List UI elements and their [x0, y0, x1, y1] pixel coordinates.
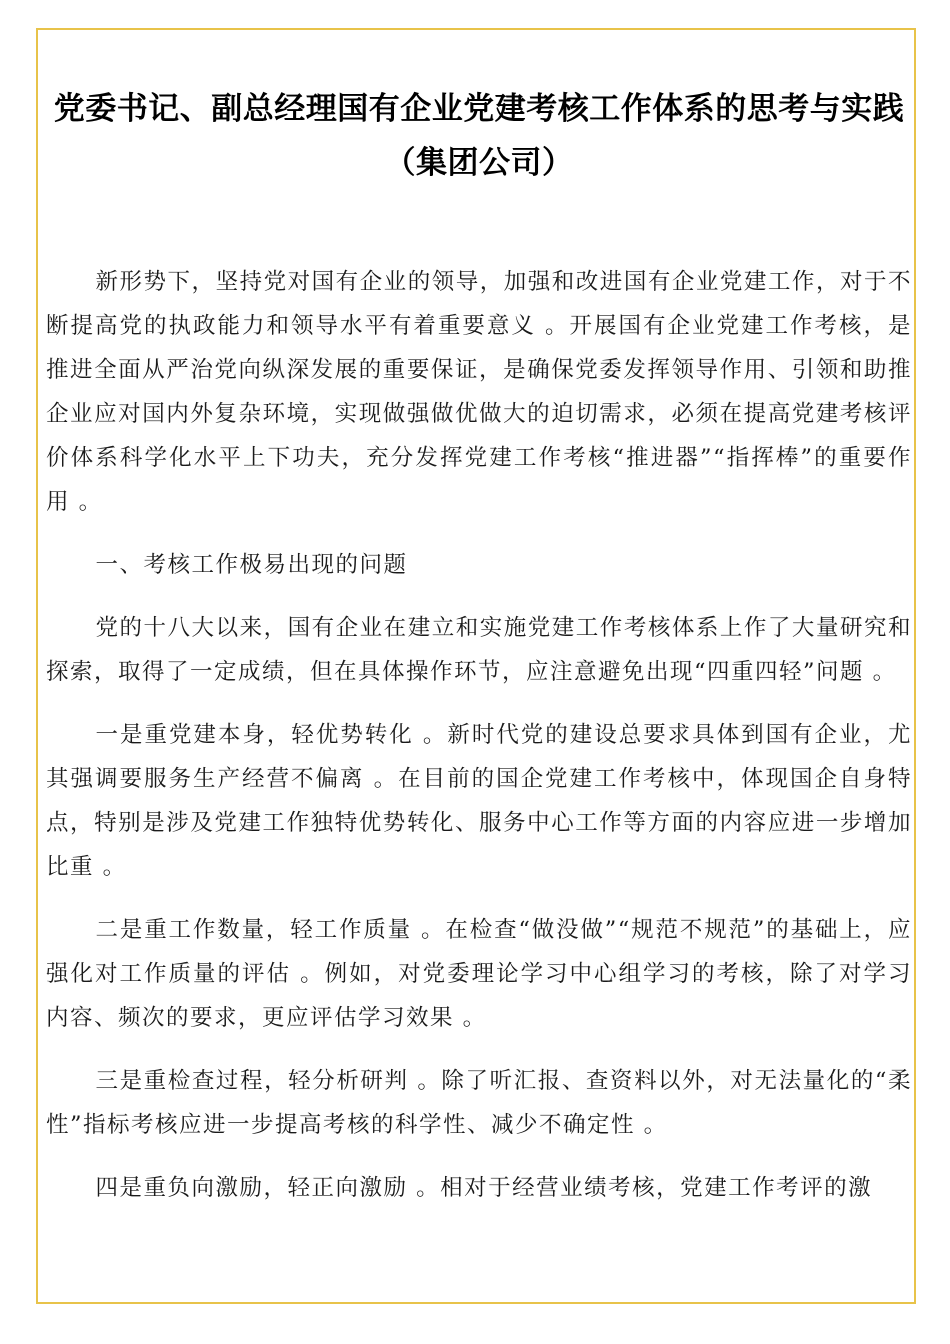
paragraph-point-4: 四是重负向激励，轻正向激励 。相对于经营业绩考核，党建工作考评的激	[95, 1175, 873, 1201]
paragraph-point-3: 三是重检查过程，轻分析研判 。除了听汇报、查资料以外，对无法量化的“柔性”指标考核应进一步提高考核的科学性、减少不确定性 。	[46, 1068, 912, 1138]
section-heading-1: 一、考核工作极易出现的问题	[95, 552, 408, 578]
document-title: 党委书记、副总经理国有企业党建考核工作体系的思考与实践（集团公司）	[53, 91, 905, 181]
paragraph-point-1: 一是重党建本身，轻优势转化 。新时代党的建设总要求具体到国有企业，尤其强调要服务生产经营不偏离 。在目前的国企党建工作考核中，体现国企自身特点，特别是涉及党建工作独特优势转化、服务中心工作等方面的内容应进一步增加比重 。	[46, 722, 912, 880]
paragraph-section-intro: 党的十八大以来，国有企业在建立和实施党建工作考核体系上作了大量研究和探索，取得了一定成绩，但在具体操作环节，应注意避免出现“四重四轻”问题 。	[46, 615, 912, 685]
paragraph-point-2: 二是重工作数量，轻工作质量 。在检查“做没做”“规范不规范”的基础上，应强化对工作质量的评估 。例如，对党委理论学习中心组学习的考核，除了对学习内容、频次的要求，更应评估学习效果 。	[46, 917, 912, 1031]
paragraph-intro: 新形势下，坚持党对国有企业的领导，加强和改进国有企业党建工作，对于不断提高党的执政能力和领导水平有着重要意义 。开展国有企业党建工作考核，是推进全面从严治党向纵深发展的重要保证，是确保党委发挥领导作用、引领和助推企业应对国内外复杂环境，实现做强做优做大的迫切需求，必须在提高党建考核评价体系科学化水平上下功夫，充分发挥党建工作考核“推进器”“指挥棒”的重要作用 。	[46, 269, 912, 515]
document-body	[46, 82, 912, 1229]
